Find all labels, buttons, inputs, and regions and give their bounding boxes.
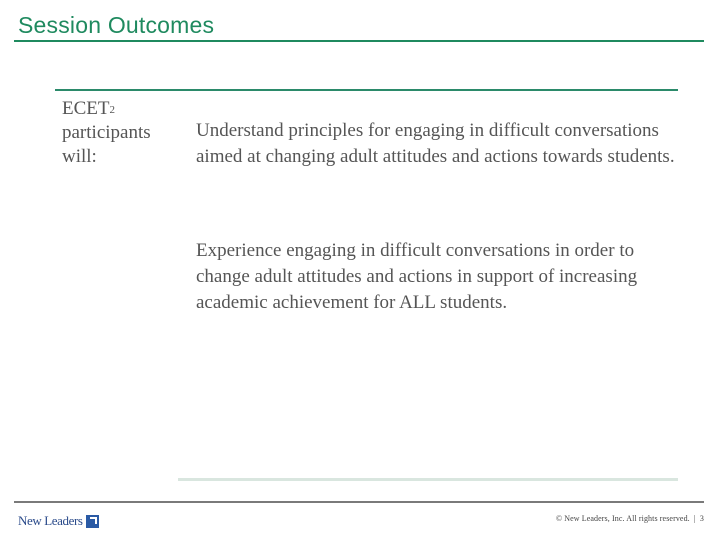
label-will: will:: [62, 146, 97, 167]
outcome-item: Experience engaging in difficult conversations in order to change adult attitudes and actions in support of increasing academic achievement for ALL students.: [196, 240, 638, 313]
footer-separator: |: [693, 514, 696, 523]
arrow-box-icon: [86, 515, 99, 528]
participants-label: [62, 97, 182, 169]
logo-text: New Leaders: [18, 513, 83, 528]
slide-title: Session Outcomes: [18, 12, 215, 38]
content-top-divider: [55, 89, 678, 91]
label-superscript: 2: [109, 104, 115, 116]
copyright-text: © New Leaders, Inc. All rights reserved.: [555, 514, 690, 523]
title-divider: [14, 40, 704, 42]
page-number: 3: [699, 514, 704, 523]
new-leaders-logo: [18, 512, 99, 530]
footer-copyright: [556, 514, 704, 523]
label-ecet: ECET: [62, 98, 110, 119]
content-bottom-divider: [178, 478, 678, 481]
label-participants: participants: [62, 122, 151, 143]
outcome-item: Understand principles for engaging in difficult conversations aimed at changing adult attitudes and actions towards students.: [196, 120, 675, 167]
footer-divider: [14, 501, 704, 503]
